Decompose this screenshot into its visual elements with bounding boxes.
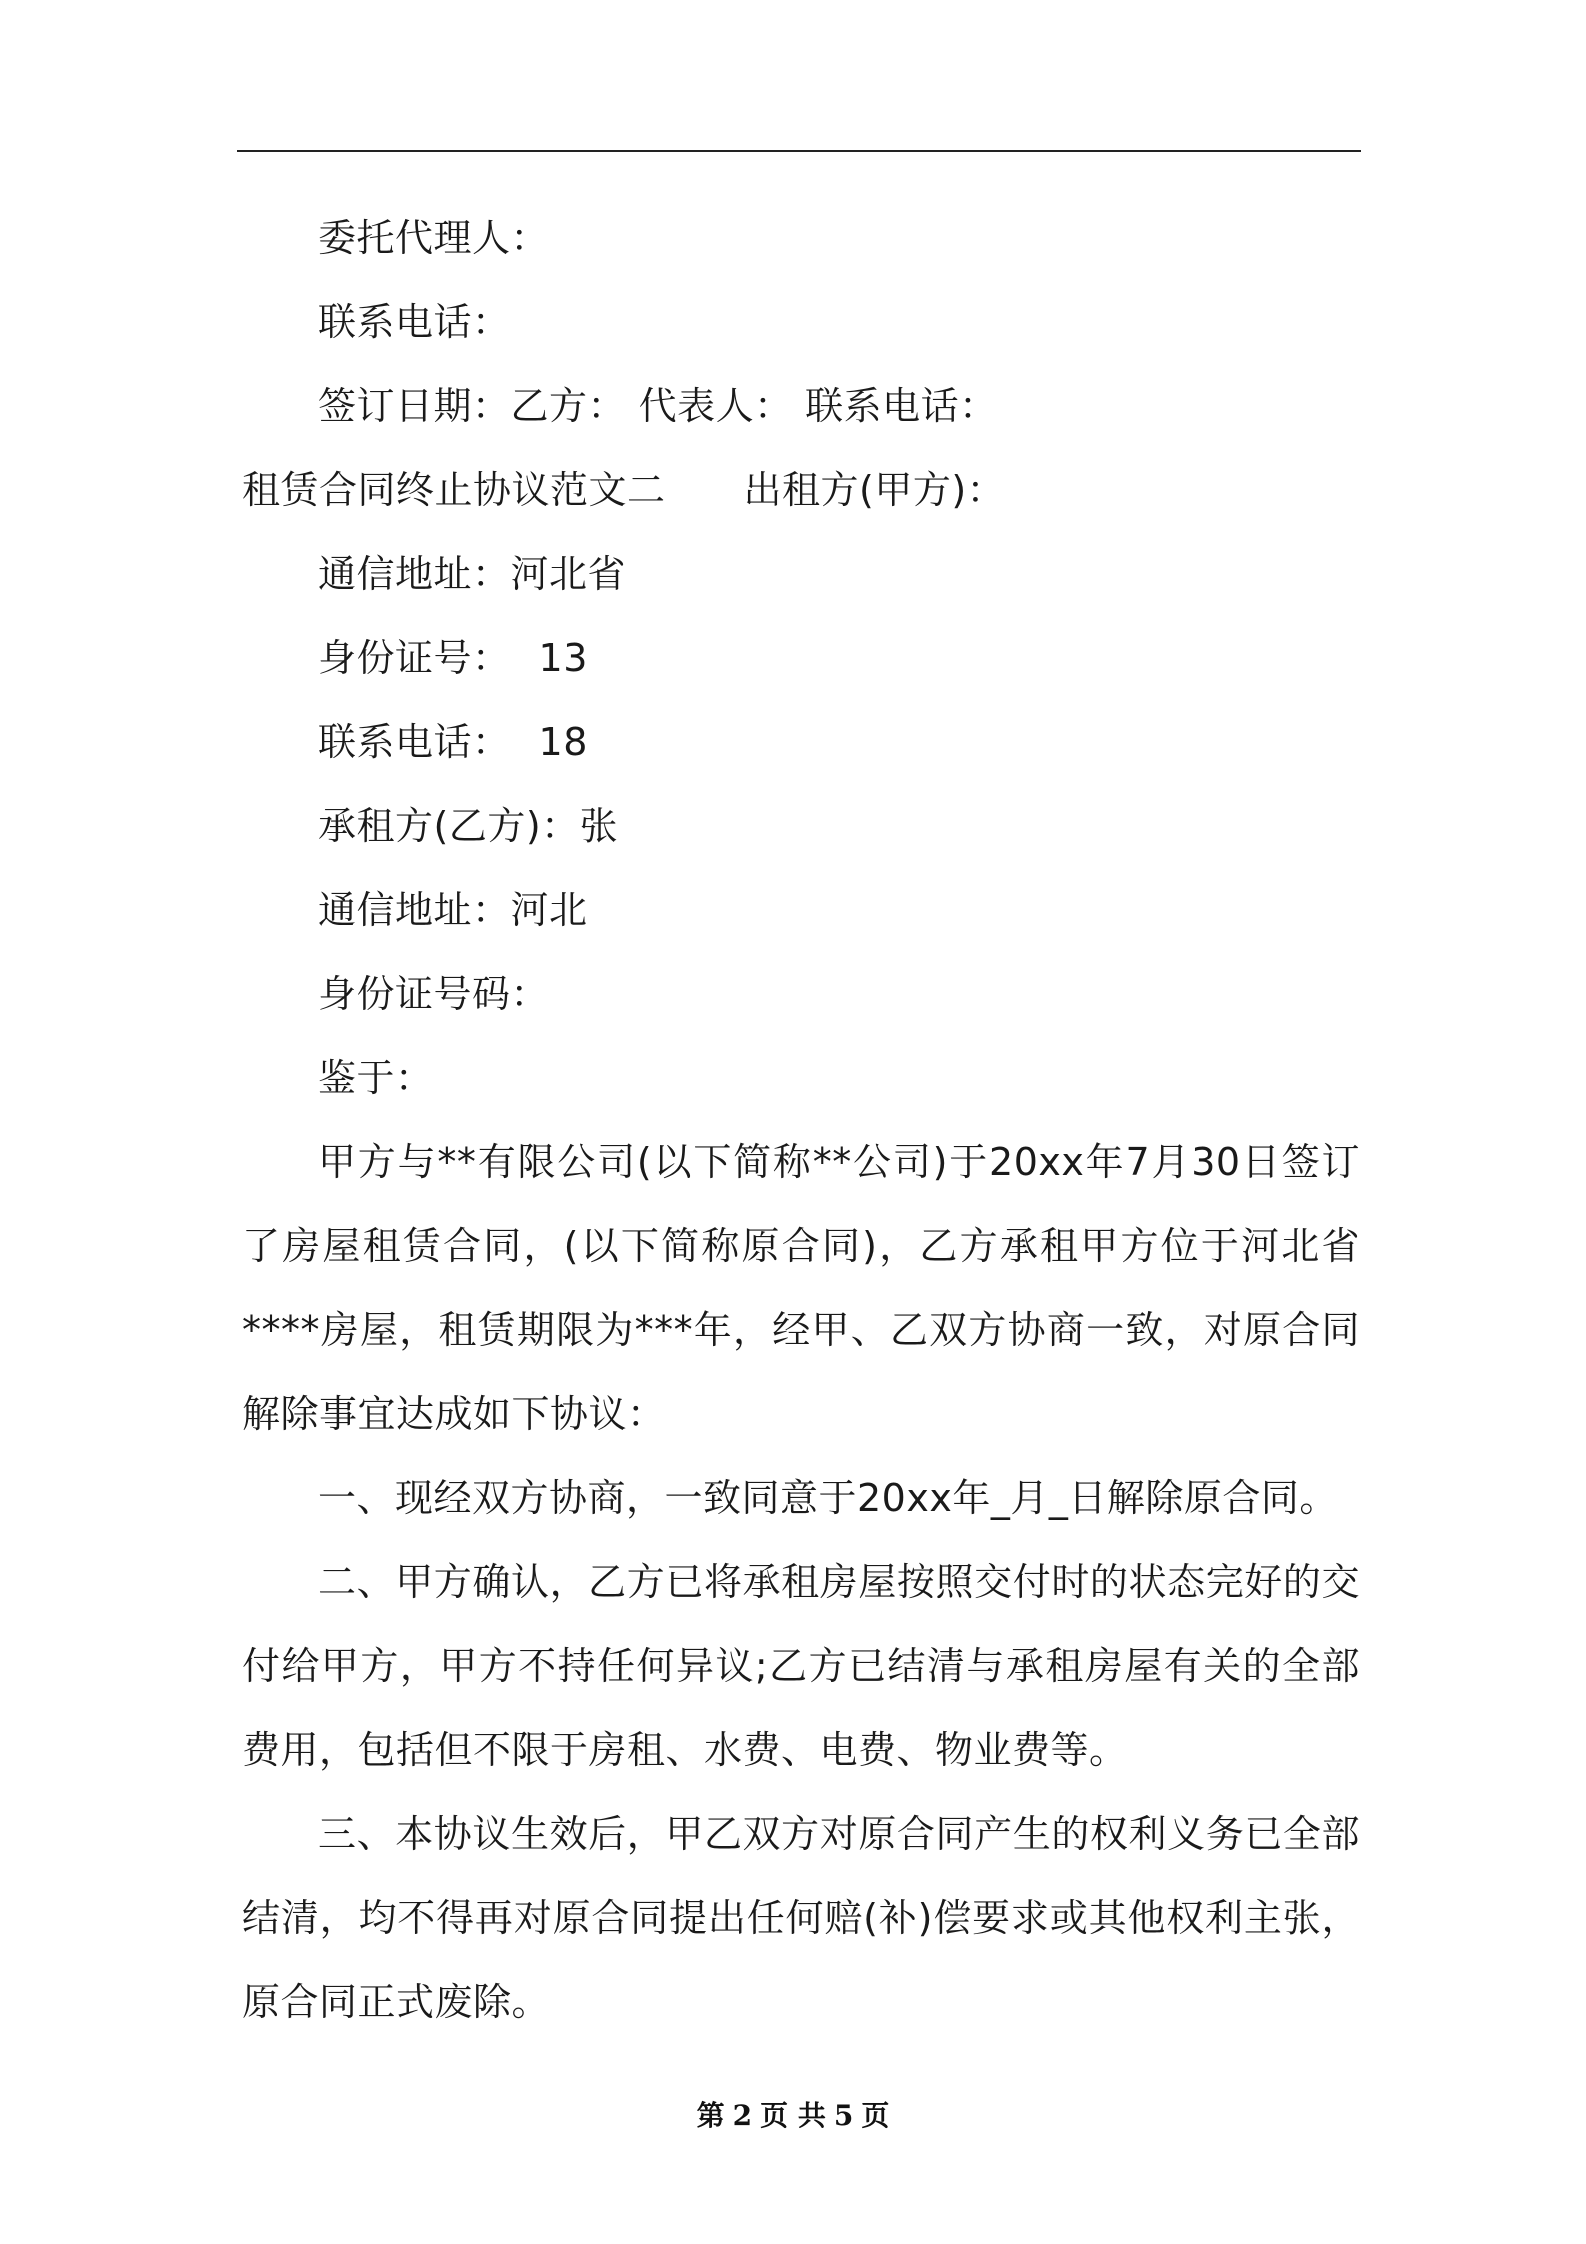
phone-line-2 xyxy=(242,700,1360,784)
whereas-line: 鉴于： xyxy=(318,1056,434,1100)
footer-current-page: 2 xyxy=(732,2099,753,2132)
agent-line: 委托代理人： xyxy=(318,216,550,260)
footer-prefix: 第 xyxy=(696,2099,725,2132)
footer-total-pages: 5 xyxy=(833,2099,854,2132)
lessee-line: 承租方(乙方)：张 xyxy=(318,804,619,848)
section-title-line xyxy=(242,448,1360,532)
section-title: 租赁合同终止协议范文二 xyxy=(242,468,666,512)
clause-1-paragraph: 一、现经双方协商，一致同意于20xx年_月_日解除原合同。 xyxy=(318,1476,1338,1520)
phone-line-1: 联系电话： xyxy=(318,300,511,344)
sign-date-line: 签订日期：乙方： 代表人： 联系电话： xyxy=(318,384,998,428)
recital-paragraph: 甲方与**有限公司(以下简称**公司)于20xx年7月30日签订了房屋租赁合同，(以下简称原合同)，乙方承租甲方位于河北省****房屋，租赁期限为***年，经甲、乙双方协商一致，对原合同解除事宜达成如下协议： xyxy=(242,1140,1360,1436)
clause-2-paragraph: 二、甲方确认，乙方已将承租房屋按照交付时的状态完好的交付给甲方，甲方不持任何异议;乙方已结清与承租房屋有关的全部费用，包括但不限于房租、水费、电费、物业费等。 xyxy=(242,1560,1360,1772)
phone-value-2: 18 xyxy=(538,720,588,764)
page-footer xyxy=(0,2096,1586,2136)
footer-suffix: 页 xyxy=(861,2099,890,2132)
document-body xyxy=(242,196,1360,2044)
id-number-value: 13 xyxy=(538,636,588,680)
id-code-line: 身份证号码： xyxy=(318,972,550,1016)
address-line-1: 通信地址：河北省 xyxy=(318,552,627,596)
clause-3-paragraph: 三、本协议生效后，甲乙双方对原合同产生的权利义务已全部结清，均不得再对原合同提出任何赔(补)偿要求或其他权利主张，原合同正式废除。 xyxy=(242,1812,1360,2024)
id-number-line xyxy=(242,616,1360,700)
footer-middle: 页 共 xyxy=(760,2099,826,2132)
phone-label-2: 联系电话： xyxy=(318,720,511,764)
header-rule xyxy=(237,150,1361,152)
lessor-label: 出租方(甲方)： xyxy=(743,468,1006,512)
address-line-2: 通信地址：河北 xyxy=(318,888,588,932)
id-number-label: 身份证号： xyxy=(318,636,511,680)
